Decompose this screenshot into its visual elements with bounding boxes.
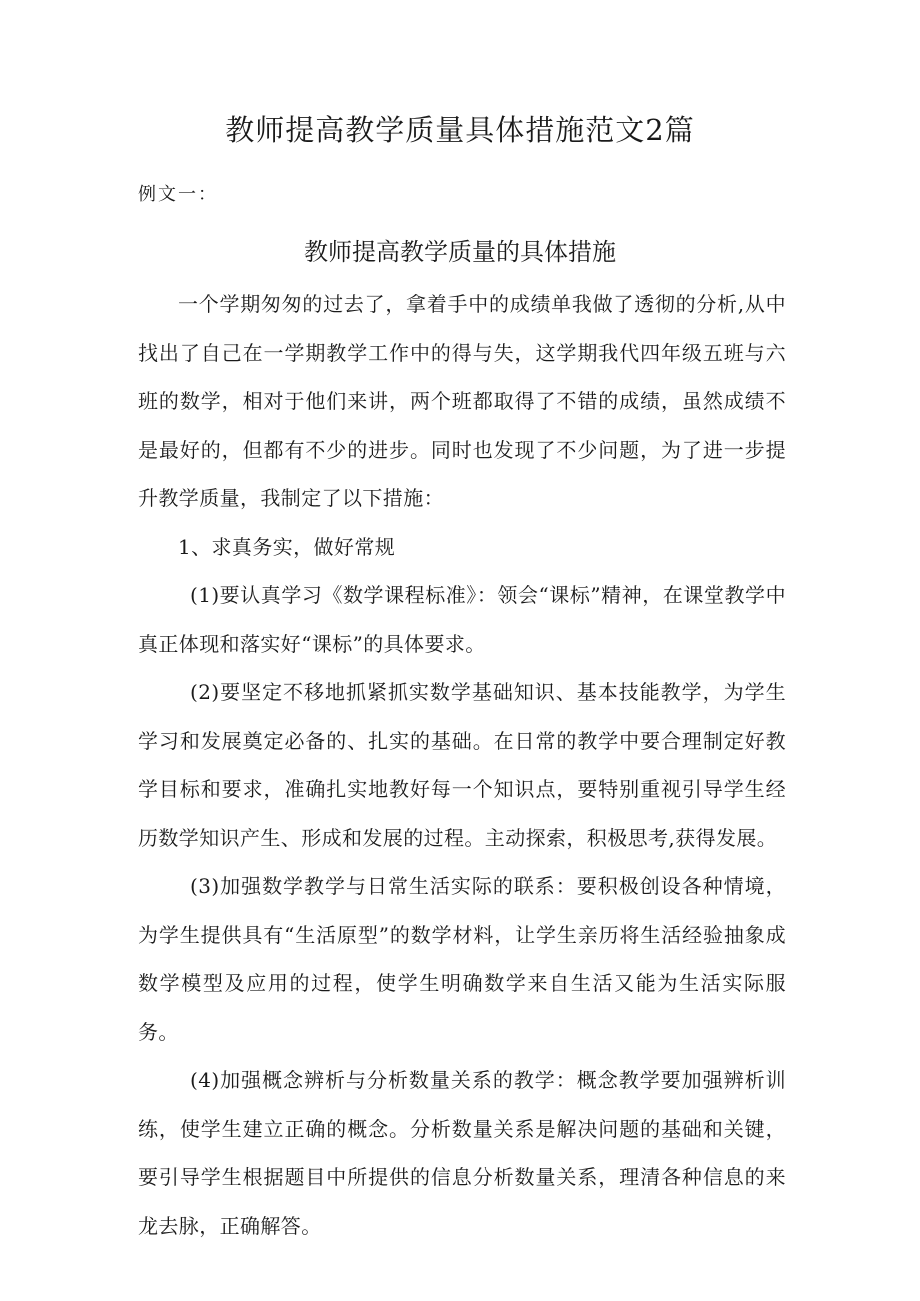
- paragraph-item-1: (1)要认真学习《数学课程标准》：领会“课标”精神，在课堂教学中真正体现和落实好“课标”的具体要求。: [138, 583, 786, 656]
- paragraph-item-2: (2)要坚定不移地抓紧抓实数学基础知识、基本技能教学，为学生学习和发展奠定必备的、扎实的基础。在日常的教学中要合理制定好教学目标和要求，准确扎实地教好每一个知识点，要特别重视引导学生经历数学知识产生、形成和发展的过程。主动探索，积极思考,获得发展。: [138, 680, 786, 850]
- example-label: 例文一：: [138, 184, 218, 205]
- document-title: 教师提高教学质量具体措施范文2篇: [225, 113, 695, 147]
- paragraph-item-3: (3)加强数学教学与日常生活实际的联系：要积极创设各种情境，为学生提供具有“生活原型”的数学材料，让学生亲历将生活经验抽象成数学模型及应用的过程，使学生明确数学来自生活又能为生活实际服务。: [138, 874, 786, 1044]
- paragraph-item-4: (4)加强概念辨析与分析数量关系的教学：概念教学要加强辨析训练，使学生建立正确的概念。分析数量关系是解决问题的基础和关键，要引导学生根据题目中所提供的信息分析数量关系，理清各种信息的来龙去脉，正确解答。: [138, 1068, 786, 1238]
- document-body: [138, 280, 786, 1250]
- paragraph-intro: 一个学期匆匆的过去了，拿着手中的成绩单我做了透彻的分析,从中找出了自己在一学期教学工作中的得与失，这学期我代四年级五班与六班的数学，相对于他们来讲，两个班都取得了不错的成绩，虽然成绩不是最好的，但都有不少的进步。同时也发现了不少问题，为了进一步提升教学质量，我制定了以下措施：: [138, 292, 786, 510]
- section-subtitle: 教师提高教学质量的具体措施: [304, 238, 616, 266]
- paragraph-heading-1: 1、求真务实，做好常规: [178, 534, 396, 559]
